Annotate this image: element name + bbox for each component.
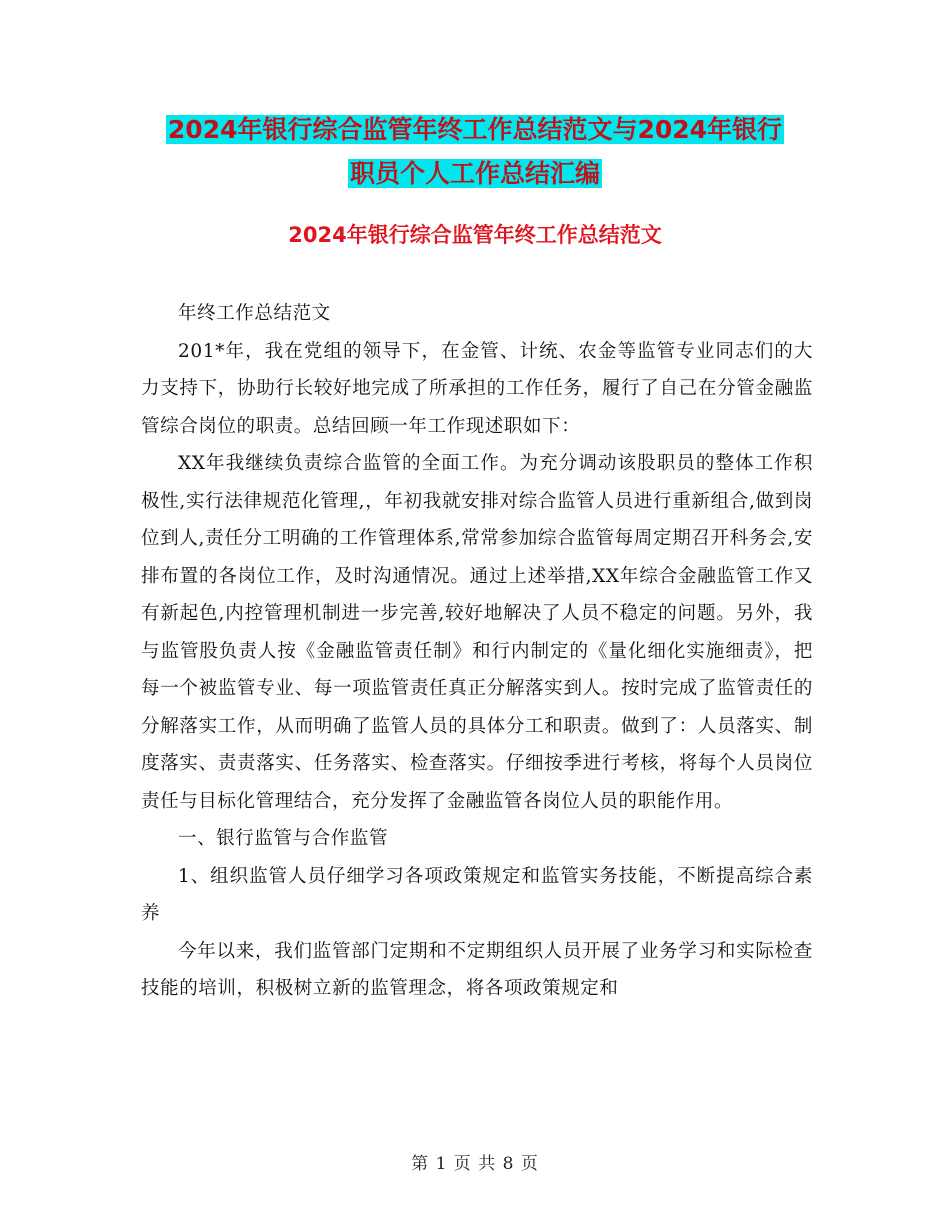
- paragraph: 一、银行监管与合作监管: [178, 828, 389, 849]
- body-text: [141, 295, 813, 1008]
- paragraph: 201*年，我在党组的领导下，在金管、计统、农金等监管专业同志们的大力支持下，协助行长较好地完成了所承担的工作任务，履行了自己在分管金融监管综合岗位的职责。总结回顾一年工作现述职如下：: [141, 340, 813, 437]
- section-subtitle: 2024年银行综合监管年终工作总结范文: [288, 223, 662, 247]
- paragraph: 年终工作总结范文: [178, 303, 331, 324]
- paragraph: XX年我继续负责综合监管的全面工作。为充分调动该股职员的整体工作积极性,实行法律规范化管理,，年初我就安排对综合监管人员进行重新组合,做到岗位到人,责任分工明确的工作管理体系,常常参加综合监管每周定期召开科务会,安排布置的各岗位工作，及时沟通情况。通过上述举措,XX年综合金融监管工作又有新起色,内控管理机制进一步完善,较好地解决了人员不稳定的问题。另外，我与监管股负责人按《金融监管责任制》和行内制定的《量化细化实施细责》，把每一个被监管专业、每一项监管责任真正分解落实到人。按时完成了监管责任的分解落实工作，从而明确了监管人员的具体分工和职责。做到了：人员落实、制度落实、责责落实、任务落实、检查落实。仔细按季进行考核，将每个人员岗位责任与目标化管理结合，充分发挥了金融监管各岗位人员的职能作用。: [141, 453, 813, 812]
- document-title-line-2-text: 职员个人工作总结汇编: [349, 159, 600, 188]
- document-title-line-1-text: 2024年银行综合监管年终工作总结范文与2024年银行: [167, 115, 783, 144]
- paragraph: 1、组织监管人员仔细学习各项政策规定和监管实务技能，不断提高综合素养: [141, 865, 813, 924]
- page-footer: 第 1 页 共 8 页: [411, 1154, 539, 1174]
- paragraph: 今年以来，我们监管部门定期和不定期组织人员开展了业务学习和实际检查技能的培训，积极树立新的监管理念，将各项政策规定和: [141, 940, 813, 999]
- document-title-line-1: [140, 113, 810, 147]
- document-title-line-2: [140, 157, 810, 191]
